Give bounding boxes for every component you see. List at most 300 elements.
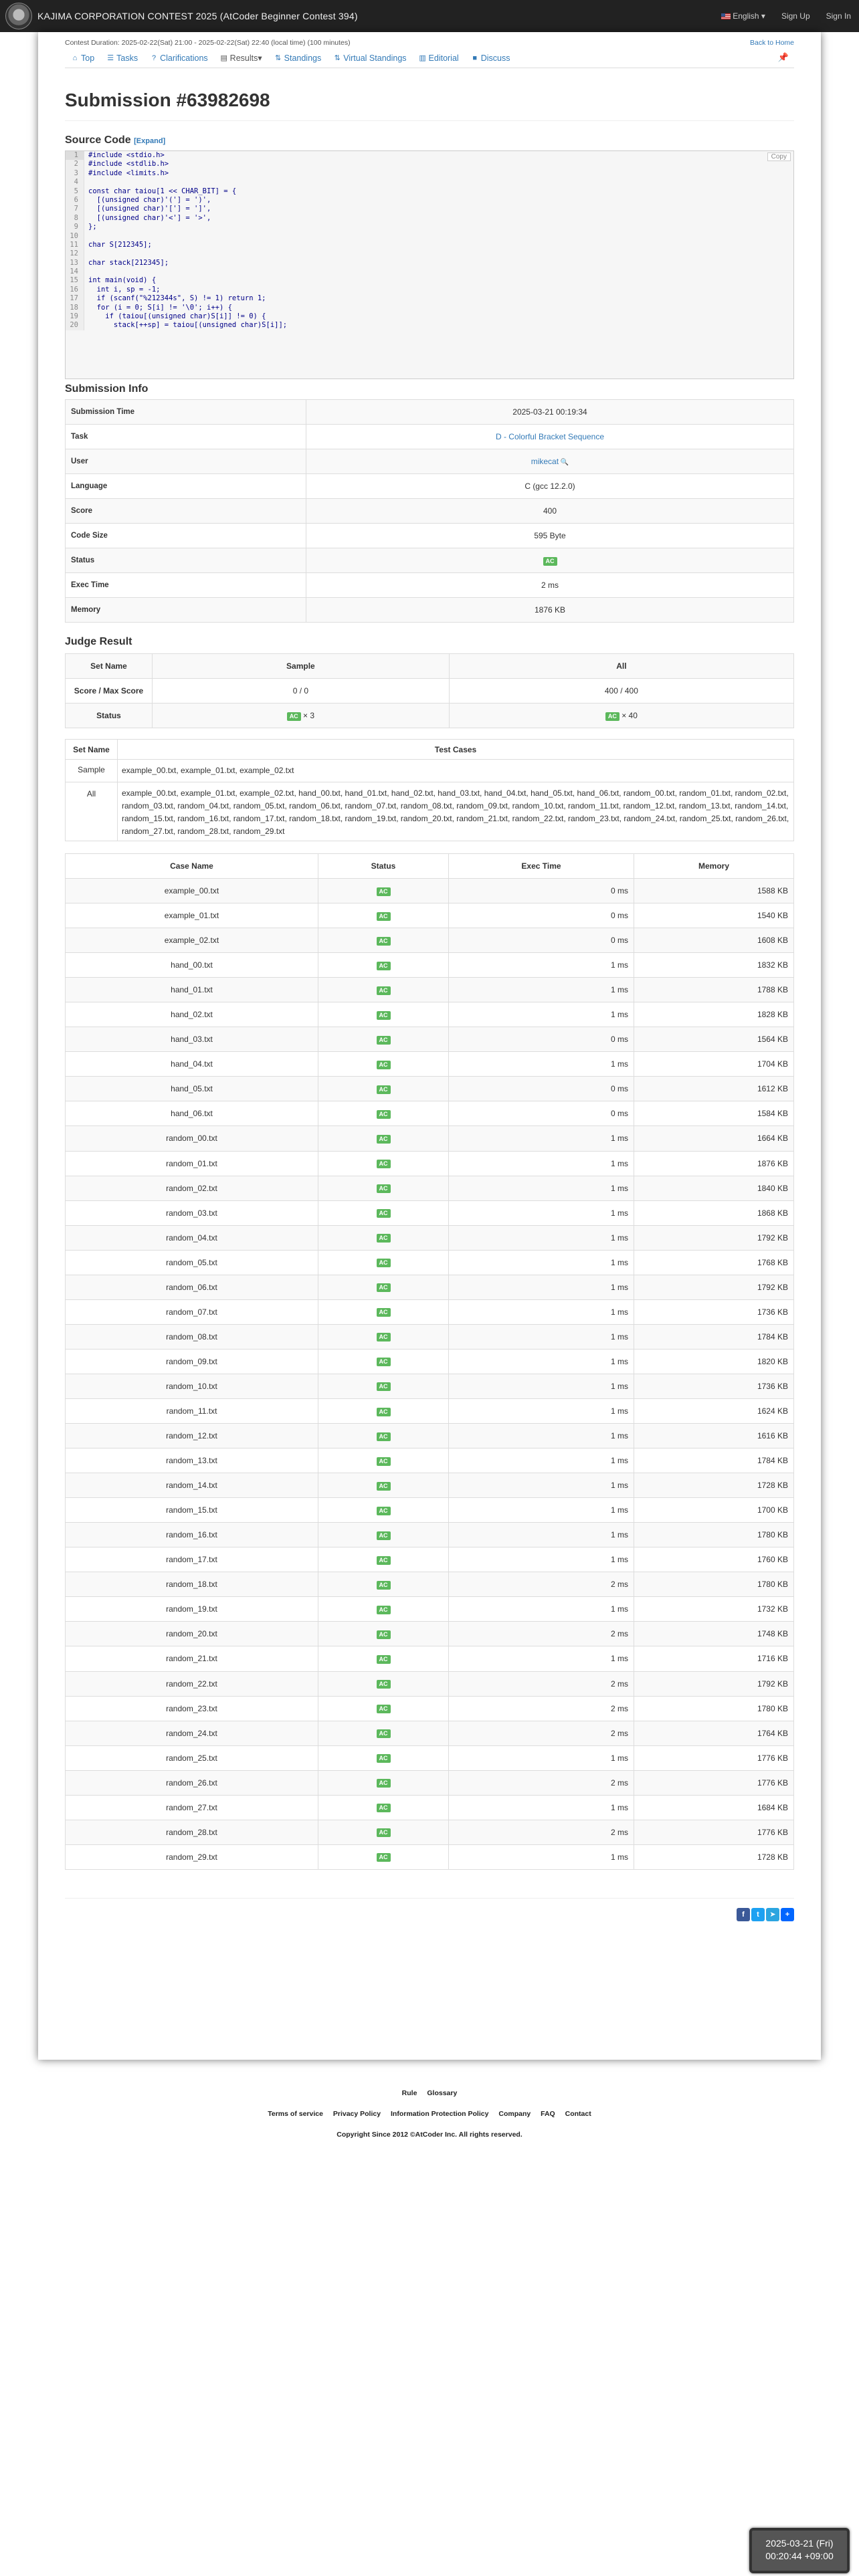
case-status-cell (318, 1002, 449, 1027)
case-exec-time: 1 ms (449, 1052, 634, 1077)
case-exec-time: 2 ms (449, 1622, 634, 1646)
copyright: Copyright Since 2012 ©AtCoder Inc. All rights reserved. (337, 2131, 522, 2139)
tab-discuss[interactable] (465, 48, 516, 68)
us-flag-icon (721, 13, 731, 19)
footer-link-company[interactable]: Company (498, 2110, 531, 2118)
code-line (66, 178, 793, 187)
status-badge: AC (377, 1705, 391, 1713)
case-memory: 1728 KB (634, 1844, 794, 1869)
set-cases: example_00.txt, example_01.txt, example_02.txt, hand_00.txt, hand_01.txt, hand_02.txt, hand_03.txt, hand_04.txt, hand_05.txt, hand_06.txt, random_00.txt, random_01.txt, random_02.txt, random_03.txt, random_04.txt, random_05.txt, random_06.txt, random_07.txt, random_08.txt, random_09.txt, random_10.txt, random_11.txt, random_12.txt, random_13.txt, random_14.txt, random_15.txt, random_16.txt, random_17.txt, random_18.txt, random_19.txt, random_20.txt, random_21.txt, random_22.txt, random_23.txt, random_24.txt, random_25.txt, random_26.txt, random_27.txt, random_28.txt, random_29.txt (118, 782, 794, 841)
case-name: random_18.txt (66, 1572, 318, 1597)
info-value: 1876 KB (534, 605, 566, 615)
code-line (66, 304, 793, 312)
info-key: Memory (66, 598, 306, 623)
fixed-clock (749, 2528, 850, 2573)
case-exec-time: 2 ms (449, 1820, 634, 1844)
case-status-cell (318, 978, 449, 1002)
code-line (66, 294, 793, 303)
user-link[interactable]: mikecat (531, 457, 559, 466)
case-name: random_25.txt (66, 1745, 318, 1770)
status-badge: AC (287, 712, 301, 721)
case-status-cell (318, 1374, 449, 1398)
code-line (66, 267, 793, 276)
info-row (66, 573, 794, 598)
table-row (66, 1498, 794, 1523)
pin-icon[interactable]: 📌 (777, 52, 789, 62)
info-key: Code Size (66, 524, 306, 548)
info-row (66, 425, 794, 449)
case-status-cell (318, 1721, 449, 1745)
case-name: random_24.txt (66, 1721, 318, 1745)
case-exec-time: 2 ms (449, 1696, 634, 1721)
table-row (66, 928, 794, 953)
status-badge: AC (377, 1333, 391, 1341)
info-value: 400 (543, 506, 557, 516)
tab-label: Standings (284, 53, 322, 63)
code-line (66, 286, 793, 294)
info-row (66, 400, 794, 425)
code-text (84, 232, 88, 241)
status-badge: AC (377, 1655, 391, 1664)
code-line (66, 312, 793, 321)
info-key: Submission Time (66, 400, 306, 425)
case-exec-time: 1 ms (449, 1275, 634, 1299)
case-status-cell (318, 1052, 449, 1077)
case-memory: 1748 KB (634, 1622, 794, 1646)
code-text (84, 178, 88, 187)
case-status-cell (318, 1126, 449, 1151)
code-text: for (i = 0; S[i] != '\0'; i++) { (88, 303, 232, 312)
status-badge: AC (377, 986, 391, 995)
twitter-icon[interactable]: t (751, 1908, 765, 1921)
case-status-cell (318, 1622, 449, 1646)
status-badge: AC (377, 1135, 391, 1144)
code-line (66, 232, 793, 241)
info-row (66, 474, 794, 499)
case-status-cell (318, 1398, 449, 1423)
code-line (66, 214, 793, 223)
info-value-cell (306, 400, 794, 425)
info-value-cell (306, 449, 794, 474)
status-badge: AC (377, 1828, 391, 1837)
search-icon[interactable]: 🔍 (559, 459, 569, 466)
line-number: 8 (66, 214, 84, 223)
bottom-divider (65, 1898, 794, 1899)
case-name: hand_05.txt (66, 1077, 318, 1101)
source-code-block[interactable] (65, 150, 794, 379)
table-row (66, 1077, 794, 1101)
case-exec-time: 1 ms (449, 1225, 634, 1250)
info-row (66, 524, 794, 548)
main-container (38, 32, 821, 2060)
case-memory: 1624 KB (634, 1398, 794, 1423)
case-memory: 1764 KB (634, 1721, 794, 1745)
table-row (66, 1324, 794, 1349)
sets-header-row (66, 740, 794, 760)
info-key: Status (66, 548, 306, 573)
case-name: random_14.txt (66, 1473, 318, 1498)
set-row-sample (66, 760, 794, 782)
info-value: 595 Byte (534, 531, 566, 540)
status-badge: AC (377, 1308, 391, 1317)
case-memory: 1780 KB (634, 1696, 794, 1721)
code-text: char S[212345]; (88, 240, 152, 249)
case-name: random_19.txt (66, 1597, 318, 1622)
table-row (66, 1745, 794, 1770)
table-row (66, 1721, 794, 1745)
info-value: 2 ms (541, 580, 559, 590)
tab-label: Editorial (428, 53, 459, 63)
case-name: random_28.txt (66, 1820, 318, 1844)
sample-score: 0 / 0 (153, 679, 450, 704)
info-value-cell (306, 425, 794, 449)
case-name: hand_06.txt (66, 1101, 318, 1126)
col-set-name: Set Name (66, 740, 118, 760)
code-text (84, 249, 88, 258)
case-memory: 1616 KB (634, 1424, 794, 1448)
code-lines (66, 151, 793, 330)
code-text: [(unsigned char)'<'] = '>', (88, 213, 211, 222)
status-badge: AC (377, 1581, 391, 1590)
case-name: hand_00.txt (66, 953, 318, 978)
facebook-icon[interactable]: f (737, 1908, 750, 1921)
case-name: example_00.txt (66, 879, 318, 903)
tab-top[interactable] (65, 48, 100, 68)
table-row (66, 1770, 794, 1795)
all-count: × 40 (622, 710, 638, 720)
footer (0, 2089, 859, 2139)
code-line (66, 321, 793, 330)
status-badge: AC (377, 1408, 391, 1416)
code-text: #include <stdio.h> (88, 151, 165, 159)
code-line (66, 196, 793, 205)
table-row (66, 1151, 794, 1176)
status-badge: AC (543, 557, 557, 566)
case-memory: 1792 KB (634, 1225, 794, 1250)
tab-label: Tasks (116, 53, 138, 63)
line-number: 18 (66, 304, 84, 312)
case-status-cell (318, 1523, 449, 1547)
source-code-heading-text: Source Code (65, 134, 131, 146)
case-memory: 1780 KB (634, 1572, 794, 1597)
tab-editorial[interactable] (413, 48, 465, 68)
line-number: 3 (66, 169, 84, 178)
case-exec-time: 2 ms (449, 1770, 634, 1795)
table-row (66, 1225, 794, 1250)
case-status-cell (318, 879, 449, 903)
table-row (66, 1523, 794, 1547)
status-badge: AC (377, 912, 391, 921)
line-number: 1 (66, 151, 84, 160)
table-row (66, 1200, 794, 1225)
cases-header-row (66, 854, 794, 879)
table-row (66, 879, 794, 903)
info-row (66, 499, 794, 524)
line-number: 2 (66, 160, 84, 169)
code-text: char stack[212345]; (88, 258, 169, 267)
footer-link-glossary[interactable]: Glossary (427, 2089, 458, 2097)
line-number: 5 (66, 187, 84, 196)
table-row (66, 1448, 794, 1473)
source-code-heading (65, 134, 794, 146)
case-status-cell (318, 928, 449, 953)
case-memory: 1608 KB (634, 928, 794, 953)
case-status-cell (318, 1077, 449, 1101)
code-text: if (scanf("%212344s", S) != 1) return 1; (88, 294, 266, 303)
status-row-label: Status (66, 704, 153, 728)
line-number: 6 (66, 196, 84, 205)
status-badge: AC (605, 712, 619, 721)
code-line (66, 223, 793, 231)
set-name: Sample (66, 760, 118, 782)
tab-tasks[interactable] (100, 48, 144, 68)
case-status-cell (318, 1473, 449, 1498)
task-link[interactable]: D - Colorful Bracket Sequence (495, 432, 605, 441)
case-memory: 1776 KB (634, 1820, 794, 1844)
case-status-cell (318, 1151, 449, 1176)
case-status-cell (318, 1498, 449, 1523)
info-value-cell (306, 474, 794, 499)
case-memory: 1776 KB (634, 1745, 794, 1770)
status-badge: AC (377, 1779, 391, 1788)
case-memory: 1700 KB (634, 1498, 794, 1523)
footer-link-terms[interactable]: Terms of service (268, 2110, 323, 2118)
status-badge: AC (377, 1630, 391, 1639)
case-exec-time: 1 ms (449, 1547, 634, 1572)
status-badge: AC (377, 1061, 391, 1069)
table-row (66, 1101, 794, 1126)
language-selector[interactable]: English ▾ (721, 11, 765, 21)
info-value: C (gcc 12.2.0) (524, 481, 575, 491)
col-memory: Memory (634, 854, 794, 879)
case-status-cell (318, 1770, 449, 1795)
case-name: random_05.txt (66, 1250, 318, 1275)
table-row (66, 1299, 794, 1324)
case-memory: 1540 KB (634, 903, 794, 928)
sign-up-link[interactable]: Sign Up (781, 11, 810, 21)
info-value-cell (306, 548, 794, 573)
case-exec-time: 1 ms (449, 1176, 634, 1200)
case-memory: 1564 KB (634, 1027, 794, 1052)
case-name: random_20.txt (66, 1622, 318, 1646)
case-name: random_04.txt (66, 1225, 318, 1250)
footer-row-2 (0, 2110, 859, 2118)
page-title: Submission #63982698 (65, 90, 270, 110)
footer-link-contact[interactable]: Contact (565, 2110, 591, 2118)
tab-clarifications[interactable] (144, 48, 214, 68)
case-exec-time: 0 ms (449, 879, 634, 903)
score-row-label: Score / Max Score (66, 679, 153, 704)
case-status-cell (318, 1820, 449, 1844)
case-name: example_01.txt (66, 903, 318, 928)
code-text: [(unsigned char)'['] = ']', (88, 205, 211, 213)
back-to-home-link[interactable]: Back to Home (750, 39, 794, 47)
results-icon: ▤ (220, 54, 227, 62)
info-key: Exec Time (66, 573, 306, 598)
case-exec-time: 1 ms (449, 1795, 634, 1820)
comment-icon: ■ (472, 53, 478, 62)
code-line (66, 151, 793, 160)
contest-duration: Contest Duration: 2025-02-22(Sat) 21:00 - 2025-02-22(Sat) 22:40 (local time) (100 minutes) (65, 39, 351, 47)
all-status-cell (449, 704, 793, 728)
case-memory: 1840 KB (634, 1176, 794, 1200)
col-case-name: Case Name (66, 854, 318, 879)
test-cases-table (65, 853, 794, 1870)
code-line (66, 259, 793, 267)
case-status-cell (318, 1250, 449, 1275)
footer-link-privacy[interactable]: Privacy Policy (332, 2110, 381, 2118)
line-number: 16 (66, 286, 84, 294)
case-exec-time: 1 ms (449, 1646, 634, 1671)
info-row (66, 449, 794, 474)
share-buttons (737, 1908, 794, 1921)
language-label: English (733, 11, 759, 21)
case-exec-time: 2 ms (449, 1671, 634, 1696)
contest-seal-icon (5, 3, 32, 29)
table-row (66, 1126, 794, 1151)
status-row (66, 704, 794, 728)
line-number: 13 (66, 259, 84, 267)
sample-count: × 3 (303, 710, 315, 720)
case-exec-time: 1 ms (449, 1597, 634, 1622)
status-badge: AC (377, 1432, 391, 1441)
case-name: random_17.txt (66, 1547, 318, 1572)
code-line (66, 187, 793, 196)
case-memory: 1788 KB (634, 978, 794, 1002)
line-number: 4 (66, 178, 84, 187)
case-status-cell (318, 1448, 449, 1473)
case-status-cell (318, 1745, 449, 1770)
info-row (66, 548, 794, 573)
line-number: 7 (66, 205, 84, 213)
table-row (66, 1795, 794, 1820)
case-memory: 1612 KB (634, 1077, 794, 1101)
case-exec-time: 1 ms (449, 1349, 634, 1374)
line-number: 19 (66, 312, 84, 321)
book-icon: ▥ (419, 54, 426, 62)
case-exec-time: 1 ms (449, 1523, 634, 1547)
code-line (66, 160, 793, 169)
tab-label: Top (81, 53, 95, 63)
footer-link-info-protection[interactable]: Information Protection Policy (391, 2110, 489, 2118)
table-row (66, 953, 794, 978)
case-exec-time: 1 ms (449, 1473, 634, 1498)
status-badge: AC (377, 1259, 391, 1267)
case-memory: 1584 KB (634, 1101, 794, 1126)
case-exec-time: 1 ms (449, 1126, 634, 1151)
contest-title[interactable]: KAJIMA CORPORATION CONTEST 2025 (AtCoder Beginner Contest 394) (37, 11, 358, 21)
case-memory: 1876 KB (634, 1151, 794, 1176)
case-name: hand_02.txt (66, 1002, 318, 1027)
case-name: random_08.txt (66, 1324, 318, 1349)
share-plus-icon[interactable]: + (781, 1908, 794, 1921)
status-badge: AC (377, 1382, 391, 1391)
code-text: #include <limits.h> (88, 169, 169, 177)
code-text: int main(void) { (88, 276, 157, 285)
home-icon: ⌂ (72, 53, 78, 62)
table-row (66, 1572, 794, 1597)
status-badge: AC (377, 1531, 391, 1540)
case-name: random_29.txt (66, 1844, 318, 1869)
footer-link-faq[interactable]: FAQ (541, 2110, 555, 2118)
tab-virtual-standings[interactable] (327, 48, 412, 68)
info-key: User (66, 449, 306, 474)
info-value-cell (306, 598, 794, 623)
submission-info-heading: Submission Info (65, 383, 149, 395)
tab-label: Discuss (480, 53, 510, 63)
case-memory: 1588 KB (634, 879, 794, 903)
case-status-cell (318, 1324, 449, 1349)
set-name: All (66, 782, 118, 841)
status-badge: AC (377, 1036, 391, 1045)
footer-link-rule[interactable]: Rule (401, 2089, 417, 2097)
status-badge: AC (377, 1110, 391, 1119)
sort-icon: ⇅ (275, 54, 282, 62)
case-memory: 1664 KB (634, 1126, 794, 1151)
status-badge: AC (377, 1358, 391, 1366)
case-exec-time: 1 ms (449, 1398, 634, 1423)
case-name: random_12.txt (66, 1424, 318, 1448)
case-name: random_13.txt (66, 1448, 318, 1473)
status-badge: AC (377, 1482, 391, 1491)
case-status-cell (318, 1349, 449, 1374)
tab-results[interactable] (214, 48, 268, 68)
case-status-cell (318, 1646, 449, 1671)
status-badge: AC (377, 937, 391, 946)
case-memory: 1828 KB (634, 1002, 794, 1027)
case-memory: 1736 KB (634, 1299, 794, 1324)
case-exec-time: 1 ms (449, 1002, 634, 1027)
case-memory: 1684 KB (634, 1795, 794, 1820)
case-exec-time: 1 ms (449, 1498, 634, 1523)
code-text: int i, sp = -1; (88, 285, 161, 294)
status-badge: AC (377, 1160, 391, 1168)
line-number: 14 (66, 267, 84, 276)
info-key: Task (66, 425, 306, 449)
col-status: Status (318, 854, 449, 879)
sign-in-link[interactable]: Sign In (826, 11, 851, 21)
telegram-icon[interactable]: ➤ (766, 1908, 779, 1921)
footer-row-1 (0, 2089, 859, 2097)
case-name: random_01.txt (66, 1151, 318, 1176)
status-badge: AC (377, 1209, 391, 1218)
info-value-cell (306, 573, 794, 598)
clock-date: 2025-03-21 (Fri) (765, 2538, 834, 2549)
case-exec-time: 1 ms (449, 1151, 634, 1176)
contest-logo[interactable] (0, 0, 37, 32)
case-status-cell (318, 1101, 449, 1126)
case-status-cell (318, 1424, 449, 1448)
table-row (66, 978, 794, 1002)
case-status-cell (318, 1299, 449, 1324)
case-name: hand_04.txt (66, 1052, 318, 1077)
case-name: random_10.txt (66, 1374, 318, 1398)
case-name: random_27.txt (66, 1795, 318, 1820)
case-exec-time: 1 ms (449, 1250, 634, 1275)
expand-link[interactable]: [Expand] (134, 137, 166, 145)
case-status-cell (318, 1200, 449, 1225)
copy-button[interactable]: Copy (767, 152, 791, 161)
case-status-cell (318, 1844, 449, 1869)
status-badge: AC (377, 1556, 391, 1565)
table-row (66, 1844, 794, 1869)
tab-standings[interactable] (268, 48, 328, 68)
case-memory: 1716 KB (634, 1646, 794, 1671)
col-all: All (449, 654, 793, 679)
info-row (66, 598, 794, 623)
table-row (66, 1176, 794, 1200)
case-name: random_11.txt (66, 1398, 318, 1423)
